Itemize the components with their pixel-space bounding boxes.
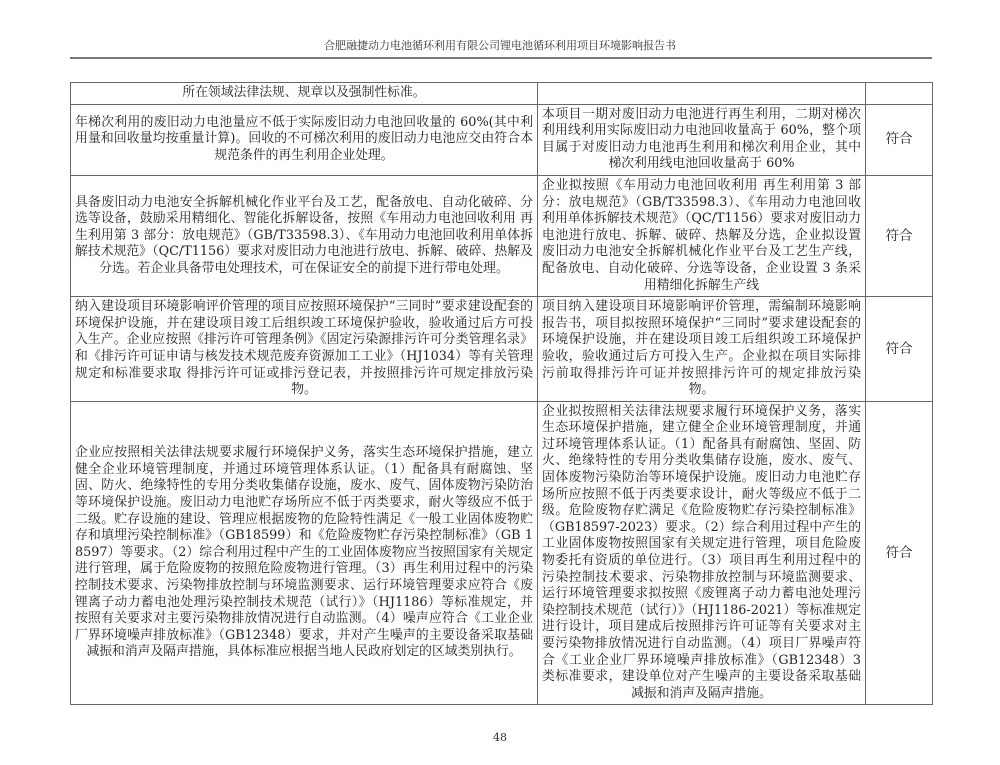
table-row <box>71 104 933 175</box>
requirement-cell: 具备废旧动力电池安全拆解机械化作业平台及工艺，配备放电、自动化破碎、分选等设备，鼓励采用精细化、智能化拆解设备，按照《车用动力电池回收利用 再生利用第 3 部分：放电规范》（GB/T33598.3）、《车用动力电池回收利用单体拆解技术规范》（QC/T1156）要求对废旧动力电池进行放电、拆解、破碎、热解及分选。若企业具备带电处理技术，可在保证安全的前提下进行带电处理。 <box>71 175 538 296</box>
table-row <box>71 83 933 105</box>
project-cell: 本项目一期对废旧动力电池进行再生利用，二期对梯次利用线利用实际废旧动力电池回收量高于 60%，整个项目属于对废旧动力电池再生利用和梯次利用企业，其中梯次利用线电池回收量高于 60% <box>538 104 866 175</box>
requirement-cell: 企业应按照相关法律法规要求履行环境保护义务，落实生态环境保护措施，建立健全企业环境管理制度，并通过环境管理体系认证。（1）配备具有耐腐蚀、坚固、防火、绝缘特性的专用分类收集储存设施，废水、废气、固体废物污染防治等环境保护设施。废旧动力电池贮存场所应不低于丙类要求，耐火等级应不低于二级。贮存设施的建设、管理应根据废物的危险特性满足《一般工业固体废物贮存和填埋污染控制标准》（GB18599）和《危险废物贮存污染控制标准》（GB 18597）等要求。（2）综合利用过程中产生的工业固体废物应当按照国家有关规定进行管理，属于危险废物的按照危险废物进行管理。（3）再生利用过程中的污染控制技术要求、污染物排放控制与环境监测要求、运行环境管理要求应符合《废锂离子动力蓄电池处理污染控制技术规范（试行）》（HJ1186）等标准规定，并按照有关要求对主要污染物排放情况进行自动监测。（4）噪声应符合《工业企业厂界环境噪声排放标准》（GB12348）要求，并对产生噪声的主要设备采取基础减振和消声及隔声措施，具体标准应根据当地人民政府划定的区域类别执行。 <box>71 401 538 705</box>
header-rule <box>70 57 932 59</box>
result-cell: 符合 <box>866 104 933 175</box>
project-cell: 企业拟按照《车用动力电池回收利用 再生利用第 3 部分：放电规范》（GB/T33598.3）、《车用动力电池回收利用单体拆解技术规范》（QC/T1156）要求对废旧动力电池进行放电、拆解、破碎、热解及分选，企业拟设置废旧动力电池安全拆解机械化作业平台及工艺生产线，配备放电、自动化破碎、分选等设备，企业设置 3 条采用精细化拆解生产线 <box>538 175 866 296</box>
project-cell: 项目纳入建设项目环境影响评价管理，需编制环境影响报告书，项目拟按照环境保护“三同时”要求建设配套的环境保护设施，并在建设项目竣工后组织竣工环境保护验收，验收通过后方可投入生产。企业拟在项目实际排污前取得排污许可证并按照排污许可的规定排放污染物。 <box>538 297 866 402</box>
project-cell <box>538 83 866 105</box>
result-cell <box>866 83 933 105</box>
table-row <box>71 175 933 296</box>
result-cell: 符合 <box>866 401 933 705</box>
compliance-table <box>70 82 933 705</box>
requirement-cell: 所在领域法律法规、规章以及强制性标准。 <box>71 83 538 105</box>
page-number: 48 <box>493 731 507 745</box>
table-row <box>71 401 933 705</box>
project-cell: 企业拟按照相关法律法规要求履行环境保护义务，落实生态环境保护措施，建立健全企业环境管理制度，并通过环境管理体系认证。（1）配备具有耐腐蚀、坚固、防火、绝缘特性的专用分类收集储存设施，废水、废气、固体废物污染防治等环境保护设施。废旧动力电池贮存场所应按照不低于丙类要求设计，耐火等级应不低于二级。危险废物存贮满足《危险废物贮存污染控制标准》（GB18597-2023）要求。（2）综合利用过程中产生的工业固体废物按照国家有关规定进行管理，项目危险废物委托有资质的单位进行。（3）项目再生利用过程中的污染控制技术要求、污染物排放控制与环境监测要求、运行环境管理要求拟按照《废锂离子动力蓄电池处理污染控制技术规范（试行）》（HJ1186-2021）等标准规定进行设计，项目建成后按照排污许可证等有关要求对主要污染物排放情况进行自动监测。（4）项目厂界噪声符合《工业企业厂界环境噪声排放标准》（GB12348）3 类标准要求，建设单位对产生噪声的主要设备采取基础减振和消声及隔声措施。 <box>538 401 866 705</box>
result-cell: 符合 <box>866 175 933 296</box>
table-row <box>71 297 933 402</box>
requirement-cell: 纳入建设项目环境影响评价管理的项目应按照环境保护“三同时”要求建设配套的环境保护设施，并在建设项目竣工后组织竣工环境保护验收，验收通过后方可投入生产。企业应按照《排污许可管理条例》《固定污染源排污许可分类管理名录》和《排污许可证申请与核发技术规范废弃资源加工工业》（HJ1034）等有关管理规定和标准要求取 得排污许可证或排污登记表，并按照排污许可规定排放污染物。 <box>71 297 538 402</box>
requirement-cell: 年梯次利用的废旧动力电池量应不低于实际废旧动力电池回收量的 60%(其中利用量和回收量均按重量计算)。回收的不可梯次利用的废旧动力电池应交由符合本规范条件的再生利用企业处理。 <box>71 104 538 175</box>
result-cell: 符合 <box>866 297 933 402</box>
page-header-title: 合肥融捷动力电池循环利用有限公司锂电池循环利用项目环境影响报告书 <box>324 39 676 52</box>
